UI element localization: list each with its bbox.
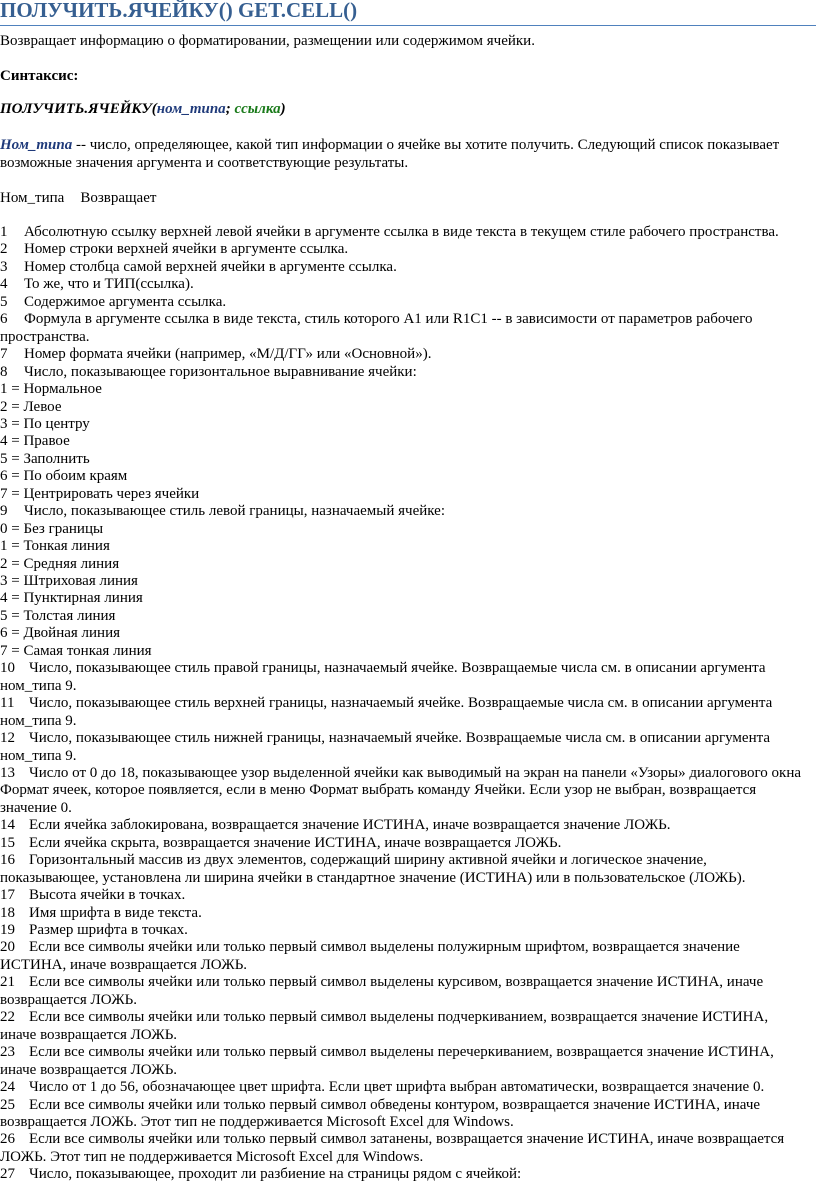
list-line	[0, 241, 348, 258]
list-line	[0, 939, 740, 956]
arg-name: Ном_типа	[0, 137, 73, 153]
list-line-number: 6	[0, 311, 8, 328]
list-line	[0, 870, 746, 887]
list-line-text: Число, показывающее стиль нижней границы, назначаемый ячейке. Возвращаемые числа см. в описании аргумента	[29, 730, 770, 747]
list-line-number: 1	[0, 224, 8, 240]
list-line-text: Число от 0 до 18, показывающее узор выделенной ячейки как выводимый на экран на панели «Узоры» диалогового окна	[29, 764, 802, 781]
list-line-text: То же, что и ТИП(ссылка).	[24, 276, 194, 293]
list-line-text: 4 = Правое	[0, 433, 70, 450]
list-line-text: 6 = Двойная линия	[0, 625, 120, 642]
list-line	[0, 992, 137, 1009]
header-col-type: Ном_типа	[0, 190, 65, 206]
list-line-number: 11	[0, 695, 15, 712]
list-line-number: 17	[0, 887, 15, 904]
list-line-text: Имя шрифта в виде текста.	[29, 904, 202, 921]
list-line-text: Формат ячеек, которое появляется, если в меню Формат выбрать команду Ячейки. Если узор не выбран, возвращается	[0, 782, 757, 799]
list-line-text: 1 = Тонкая линия	[0, 538, 110, 555]
list-line-text: иначе возвращается ЛОЖЬ.	[0, 1026, 178, 1043]
list-line-text: Число, показывающее, проходит ли разбиение на страницы рядом с ячейкой:	[29, 1166, 522, 1183]
list-line-text: ЛОЖЬ. Этот тип не поддерживается Microsoft Excel для Windows.	[0, 1148, 424, 1165]
list-line-text: Если ячейка заблокирована, возвращается значение ИСТИНА, иначе возвращается значение ЛОЖЬ.	[29, 817, 671, 834]
page-title: ПОЛУЧИТЬ.ЯЧЕЙКУ() GET.CELL()	[0, 0, 358, 22]
list-line	[0, 259, 397, 276]
list-line-number: 14	[0, 817, 15, 834]
syntax-line	[0, 101, 286, 118]
list-line-text: Номер строки верхней ячейки в аргументе ссылка.	[24, 241, 349, 258]
list-line	[0, 852, 707, 869]
list-line-number: 8	[0, 363, 8, 380]
list-line-text: ном_типа 9.	[0, 712, 77, 729]
list-line	[0, 957, 247, 974]
list-line	[0, 399, 62, 416]
list-line	[0, 1166, 521, 1183]
list-line-text: 7 = Самая тонкая линия	[0, 642, 152, 659]
list-line-number: 13	[0, 764, 15, 781]
list-line-number: 12	[0, 730, 15, 747]
arg-description-line-1	[0, 137, 779, 154]
list-line-number: 7	[0, 346, 8, 363]
list-line-text: Если все символы ячейки или только первый символ выделены перечеркиванием, возвращается значение ИСТИНА,	[29, 1044, 774, 1061]
list-line	[0, 486, 199, 503]
list-line	[0, 1114, 514, 1131]
list-line-text: показывающее, установлена ли ширина ячейки в стандартное значение (ИСТИНА) или в пользовательское (ЛОЖЬ).	[0, 869, 746, 886]
list-line-text: 3 = Штриховая линия	[0, 573, 138, 589]
list-line-text: 3 = По центру	[0, 415, 90, 432]
list-line	[0, 730, 770, 747]
arg-desc-text: -- число, определяющее, какой тип информации о ячейке вы хотите получить. Следующий список показывает	[72, 137, 780, 153]
list-line	[0, 381, 102, 398]
list-line-text: 2 = Средняя линия	[0, 555, 120, 572]
list-line	[0, 625, 120, 642]
list-line-text: Высота ячейки в точках.	[29, 887, 186, 904]
list-line-number: 16	[0, 852, 15, 869]
list-line	[0, 468, 127, 485]
table-header	[0, 190, 156, 207]
list-line-text: Горизонтальный массив из двух элементов, содержащий ширину активной ячейки и логическое значение,	[29, 852, 707, 869]
list-line-text: Если все символы ячейки или только первый символ выделены полужирным шрифтом, возвращается значение	[29, 939, 740, 956]
list-line-text: Число, показывающее стиль правой границы, назначаемый ячейке. Возвращаемые числа см. в описании аргумента	[29, 660, 766, 677]
list-line-text: Формула в аргументе ссылка в виде текста, стиль которого А1 или R1C1 -- в зависимости от параметров рабочего	[24, 311, 753, 328]
list-line-text: Абсолютную ссылку верхней левой ячейки в аргументе ссылка в виде текста в текущем стиле рабочего пространства.	[24, 224, 779, 240]
list-line	[0, 643, 152, 660]
list-line	[0, 329, 90, 346]
syntax-function: ПОЛУЧИТЬ.ЯЧЕЙКУ(	[0, 101, 157, 117]
list-line-text: возвращается ЛОЖЬ. Этот тип не поддерживается Microsoft Excel для Windows.	[0, 1113, 514, 1130]
list-line-text: ИСТИНА, иначе возвращается ЛОЖЬ.	[0, 956, 248, 973]
list-line	[0, 974, 763, 991]
list-line	[0, 800, 72, 817]
syntax-heading: Синтаксис:	[0, 68, 79, 84]
list-line	[0, 521, 103, 538]
list-line-text: ном_типа 9.	[0, 747, 77, 764]
list-line-text: Число, показывающее стиль верхней границы, назначаемый ячейке. Возвращаемые числа см. в описании аргумента	[29, 695, 773, 712]
list-line-number: 18	[0, 904, 15, 921]
list-line	[0, 765, 801, 782]
header-col-returns: Возвращает	[80, 190, 157, 206]
list-line-number: 22	[0, 1009, 15, 1026]
list-line-number: 20	[0, 939, 15, 956]
list-line-number: 15	[0, 834, 15, 851]
list-line	[0, 573, 138, 590]
list-line	[0, 887, 185, 904]
list-line-text: 4 = Пунктирная линия	[0, 590, 143, 607]
list-line	[0, 503, 445, 520]
list-line	[0, 713, 77, 730]
list-line-number: 26	[0, 1131, 15, 1148]
list-line-number: 19	[0, 922, 15, 938]
list-line	[0, 346, 431, 363]
list-line	[0, 1044, 774, 1061]
list-line	[0, 451, 90, 468]
list-line	[0, 416, 90, 433]
list-line-number: 3	[0, 258, 8, 275]
list-line-text: Содержимое аргумента ссылка.	[24, 293, 227, 310]
list-line	[0, 294, 226, 311]
list-line-text: Если все символы ячейки или только первый символ затанены, возвращается значение ИСТИНА, иначе возвращается	[29, 1131, 785, 1148]
list-line-text: 7 = Центрировать через ячейки	[0, 485, 200, 502]
list-line	[0, 905, 202, 922]
list-line	[0, 1149, 423, 1166]
list-line	[0, 835, 561, 852]
list-line-text: 2 = Левое	[0, 398, 62, 415]
list-line	[0, 538, 110, 555]
list-line-number: 9	[0, 503, 8, 520]
list-line	[0, 660, 766, 677]
syntax-arg-type: ном_типа	[156, 101, 226, 117]
list-line	[0, 364, 417, 381]
title-underline	[0, 25, 816, 26]
list-line-text: Номер столбца самой верхней ячейки в аргументе ссылка.	[24, 258, 397, 275]
list-line-number: 10	[0, 660, 15, 677]
list-line	[0, 1027, 177, 1044]
list-line-text: Если все символы ячейки или только первый символ выделены курсивом, возвращается значение ИСТИНА, иначе	[29, 974, 764, 991]
list-line-number: 27	[0, 1166, 15, 1183]
list-line-text: Номер формата ячейки (например, «М/Д/ГГ» или «Основной»).	[24, 346, 432, 363]
list-line-text: Число, показывающее стиль левой границы, назначаемый ячейке:	[24, 503, 445, 520]
list-line-text: Число, показывающее горизонтальное выравнивание ячейки:	[24, 363, 417, 380]
list-line-number: 23	[0, 1044, 15, 1061]
list-line-text: значение 0.	[0, 799, 72, 816]
list-line-number: 5	[0, 293, 8, 310]
intro-text: Возвращает информацию о форматировании, размещении или содержимом ячейки.	[0, 33, 535, 49]
list-line-text: 1 = Нормальное	[0, 381, 102, 398]
list-line	[0, 748, 77, 765]
list-line-text: Размер шрифта в точках.	[29, 922, 188, 938]
list-line	[0, 678, 77, 695]
list-line	[0, 608, 115, 625]
list-line	[0, 276, 194, 293]
list-line	[0, 1009, 768, 1026]
list-line	[0, 224, 779, 241]
list-line-text: Число от 1 до 56, обозначающее цвет шрифта. Если цвет шрифта выбран автоматически, возвращается значение 0.	[29, 1079, 765, 1096]
syntax-separator: ;	[225, 101, 235, 117]
list-line-number: 2	[0, 241, 8, 258]
arg-description-line-2: возможные значения аргумента и соответствующие результаты.	[0, 155, 409, 171]
list-line-text: иначе возвращается ЛОЖЬ.	[0, 1061, 178, 1078]
list-line-text: Если все символы ячейки или только первый символ выделены подчеркиванием, возвращается значение ИСТИНА,	[29, 1009, 769, 1026]
list-line-text: ном_типа 9.	[0, 677, 77, 694]
syntax-arg-ref: ссылка	[234, 101, 281, 117]
list-line-text: 5 = Толстая линия	[0, 607, 116, 624]
list-line	[0, 433, 70, 450]
list-line-text: 5 = Заполнить	[0, 450, 90, 467]
list-line	[0, 1097, 760, 1114]
list-line-text: 0 = Без границы	[0, 520, 104, 537]
list-line-number: 25	[0, 1096, 15, 1113]
list-line	[0, 1079, 764, 1096]
list-line	[0, 1131, 784, 1148]
list-line-text: 6 = По обоим краям	[0, 468, 128, 485]
list-line	[0, 922, 188, 939]
list-line-number: 21	[0, 974, 15, 991]
list-line-text: Если ячейка скрыта, возвращается значение ИСТИНА, иначе возвращается ЛОЖЬ.	[29, 834, 562, 851]
list-line-text: Если все символы ячейки или только первый символ обведены контуром, возвращается значение ИСТИНА, иначе	[29, 1096, 761, 1113]
list-line-text: возвращается ЛОЖЬ.	[0, 991, 137, 1008]
list-line	[0, 782, 756, 799]
list-line-text: пространства.	[0, 328, 90, 345]
list-line	[0, 590, 143, 607]
list-line	[0, 1062, 177, 1079]
list-line	[0, 556, 119, 573]
list-line-number: 24	[0, 1079, 15, 1096]
list-line	[0, 695, 772, 712]
list-line	[0, 311, 752, 328]
syntax-close: )	[280, 101, 286, 117]
list-line-number: 4	[0, 276, 8, 293]
list-line	[0, 817, 671, 834]
